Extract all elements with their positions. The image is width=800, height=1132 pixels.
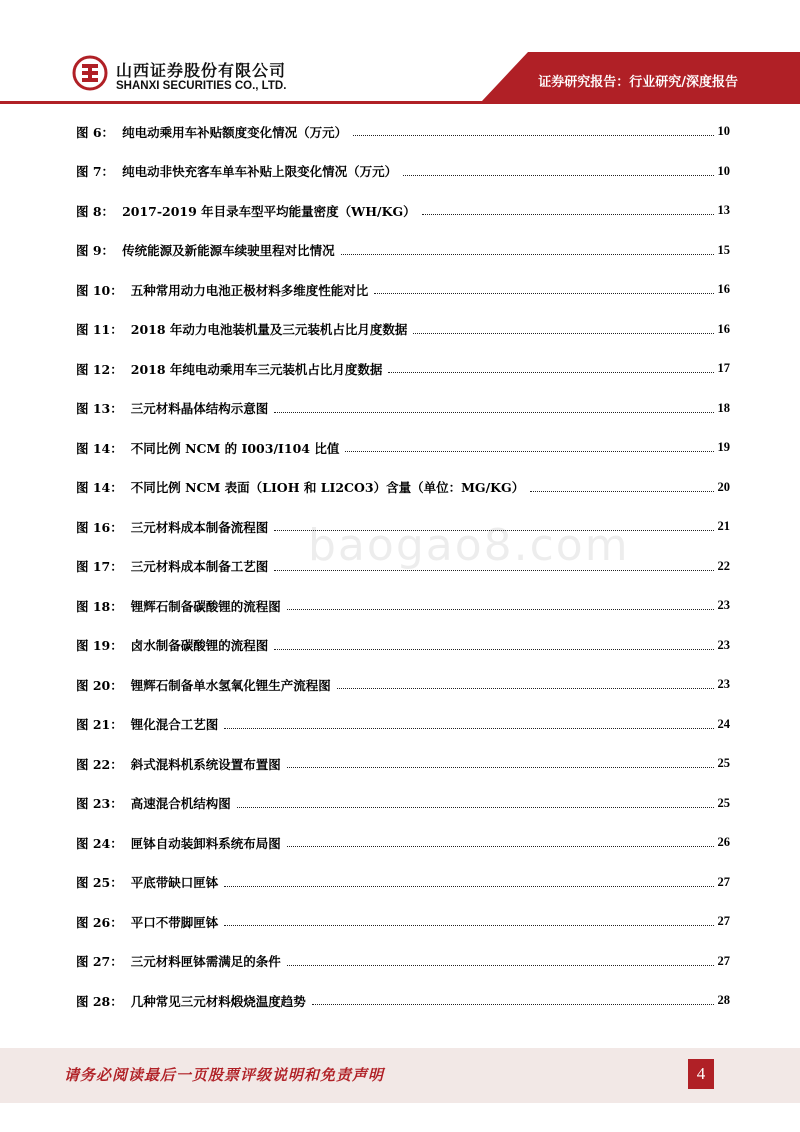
toc-page-number: 10 bbox=[717, 124, 730, 139]
toc-entry[interactable] bbox=[76, 428, 730, 468]
toc-entry-label bbox=[76, 241, 337, 259]
toc-entry-label bbox=[76, 676, 333, 694]
toc-figure-title: 三元材料成本制备流程图 bbox=[130, 519, 269, 535]
toc-entry[interactable] bbox=[76, 665, 730, 705]
company-name-en: SHANXI SECURITIES CO., LTD. bbox=[116, 80, 287, 92]
toc-figure-title: 五种常用动力电池正极材料多维度性能对比 bbox=[130, 282, 369, 298]
toc-entry[interactable] bbox=[76, 586, 730, 626]
toc-entry-label bbox=[76, 636, 270, 654]
toc-figure-number: 图 14： bbox=[76, 480, 123, 496]
toc-figure-number: 图 28： bbox=[76, 993, 123, 1009]
toc-figure-title: 传统能源及新能源车续驶里程对比情况 bbox=[122, 243, 335, 259]
toc-entry[interactable] bbox=[76, 981, 730, 1021]
toc-entry-label bbox=[76, 755, 283, 773]
toc-page-number: 17 bbox=[717, 361, 730, 376]
toc-page-number: 16 bbox=[717, 321, 730, 336]
toc-page-number: 26 bbox=[717, 835, 730, 850]
toc-figure-number: 图 10： bbox=[76, 282, 123, 298]
toc-entry[interactable] bbox=[76, 507, 730, 547]
toc-leader-dots bbox=[388, 372, 713, 373]
toc-figure-title: 匣钵自动装卸料系统布局图 bbox=[130, 835, 281, 851]
toc-leader-dots bbox=[403, 175, 713, 176]
toc-figure-title: 斜式混料机系统设置布置图 bbox=[130, 756, 281, 772]
toc-figure-title: 卤水制备碳酸锂的流程图 bbox=[130, 638, 269, 654]
toc-leader-dots bbox=[274, 649, 713, 650]
toc-entry-label bbox=[76, 281, 370, 299]
toc-page-number: 24 bbox=[717, 716, 730, 731]
toc-entry[interactable] bbox=[76, 942, 730, 982]
toc-leader-dots bbox=[345, 451, 713, 452]
toc-figure-title: 纯电动非快充客车单车补贴上限变化情况（万元） bbox=[122, 164, 398, 180]
toc-entry[interactable] bbox=[76, 191, 730, 231]
toc-figure-title: 不同比例 NCM 的 I003/I104 比值 bbox=[130, 440, 340, 456]
toc-entry-label bbox=[76, 794, 233, 812]
toc-leader-dots bbox=[287, 846, 714, 847]
company-name-cn: 山西证券股份有限公司 bbox=[116, 61, 287, 80]
toc-entry-label bbox=[76, 439, 341, 457]
toc-leader-dots bbox=[274, 530, 713, 531]
toc-figure-number: 图 17： bbox=[76, 559, 123, 575]
toc-entry[interactable] bbox=[76, 784, 730, 824]
toc-entry[interactable] bbox=[76, 468, 730, 508]
toc-entry-label bbox=[76, 478, 526, 496]
toc-figure-number: 图 23： bbox=[76, 796, 123, 812]
toc-leader-dots bbox=[287, 767, 714, 768]
toc-page-number: 22 bbox=[717, 558, 730, 573]
toc-figure-title: 三元材料晶体结构示意图 bbox=[130, 401, 269, 417]
toc-leader-dots bbox=[312, 1004, 714, 1005]
toc-leader-dots bbox=[353, 135, 713, 136]
toc-entry[interactable] bbox=[76, 231, 730, 271]
toc-leader-dots bbox=[422, 214, 714, 215]
toc-entry[interactable] bbox=[76, 270, 730, 310]
toc-entry[interactable] bbox=[76, 744, 730, 784]
toc-entry-label bbox=[76, 597, 283, 615]
toc-page-number: 15 bbox=[717, 242, 730, 257]
toc-page-number: 25 bbox=[717, 795, 730, 810]
toc-entry[interactable] bbox=[76, 389, 730, 429]
header-divider bbox=[0, 101, 800, 104]
toc-entry[interactable] bbox=[76, 823, 730, 863]
toc-page-number: 27 bbox=[717, 874, 730, 889]
toc-figure-number: 图 27： bbox=[76, 954, 123, 970]
toc-figure-number: 图 13： bbox=[76, 401, 123, 417]
toc-leader-dots bbox=[413, 333, 713, 334]
toc-entry[interactable] bbox=[76, 902, 730, 942]
toc-page-number: 23 bbox=[717, 677, 730, 692]
toc-leader-dots bbox=[224, 886, 713, 887]
figure-list bbox=[76, 112, 730, 1021]
toc-entry-label bbox=[76, 834, 283, 852]
toc-entry-label bbox=[76, 360, 384, 378]
toc-figure-number: 图 11： bbox=[76, 322, 123, 338]
toc-entry-label bbox=[76, 320, 409, 338]
toc-leader-dots bbox=[337, 688, 714, 689]
toc-entry[interactable] bbox=[76, 152, 730, 192]
toc-page-number: 16 bbox=[717, 282, 730, 297]
toc-entry[interactable] bbox=[76, 626, 730, 666]
toc-figure-number: 图 7： bbox=[76, 164, 115, 180]
watermark: baogao8.com bbox=[308, 520, 630, 571]
toc-figure-title: 三元材料成本制备工艺图 bbox=[130, 559, 269, 575]
toc-figure-number: 图 8： bbox=[76, 203, 115, 219]
toc-figure-number: 图 19： bbox=[76, 638, 123, 654]
disclaimer-text: 请务必阅读最后一页股票评级说明和免责声明 bbox=[64, 1066, 385, 1084]
toc-figure-title: 2017-2019 年目录车型平均能量密度（WH/KG） bbox=[122, 203, 416, 219]
toc-page-number: 23 bbox=[717, 637, 730, 652]
toc-entry[interactable] bbox=[76, 863, 730, 903]
toc-figure-number: 图 18： bbox=[76, 598, 123, 614]
toc-entry-label bbox=[76, 913, 220, 931]
toc-entry-label bbox=[76, 557, 270, 575]
toc-entry-label bbox=[76, 715, 220, 733]
toc-leader-dots bbox=[530, 491, 713, 492]
toc-entry-label bbox=[76, 162, 399, 180]
toc-entry-label bbox=[76, 399, 270, 417]
toc-figure-number: 图 20： bbox=[76, 677, 123, 693]
toc-page-number: 20 bbox=[717, 479, 730, 494]
toc-figure-number: 图 21： bbox=[76, 717, 123, 733]
toc-figure-number: 图 12： bbox=[76, 361, 123, 377]
toc-figure-number: 图 6： bbox=[76, 124, 115, 140]
toc-page-number: 28 bbox=[717, 993, 730, 1008]
toc-figure-number: 图 14： bbox=[76, 440, 123, 456]
toc-page-number: 27 bbox=[717, 914, 730, 929]
toc-leader-dots bbox=[224, 728, 713, 729]
toc-figure-number: 图 26： bbox=[76, 914, 123, 930]
toc-leader-dots bbox=[374, 293, 713, 294]
toc-leader-dots bbox=[274, 412, 713, 413]
toc-entry-label bbox=[76, 873, 220, 891]
toc-leader-dots bbox=[287, 965, 714, 966]
toc-figure-title: 平底带缺口匣钵 bbox=[130, 875, 219, 891]
toc-figure-number: 图 22： bbox=[76, 756, 123, 772]
toc-entry-label bbox=[76, 123, 349, 141]
toc-figure-title: 高速混合机结构图 bbox=[130, 796, 231, 812]
toc-entry-label bbox=[76, 202, 418, 220]
toc-entry[interactable] bbox=[76, 349, 730, 389]
page-header bbox=[0, 0, 800, 104]
toc-leader-dots bbox=[237, 807, 714, 808]
toc-figure-title: 锂辉石制备单水氢氧化锂生产流程图 bbox=[130, 677, 331, 693]
toc-page-number: 10 bbox=[717, 163, 730, 178]
toc-entry-label bbox=[76, 992, 308, 1010]
toc-entry-label bbox=[76, 518, 270, 536]
toc-leader-dots bbox=[341, 254, 714, 255]
toc-figure-title: 平口不带脚匣钵 bbox=[130, 914, 219, 930]
toc-page-number: 13 bbox=[717, 203, 730, 218]
toc-page-number: 18 bbox=[717, 400, 730, 415]
toc-leader-dots bbox=[274, 570, 713, 571]
toc-entry[interactable] bbox=[76, 112, 730, 152]
toc-page-number: 27 bbox=[717, 953, 730, 968]
toc-page-number: 25 bbox=[717, 756, 730, 771]
toc-figure-title: 几种常见三元材料煅烧温度趋势 bbox=[130, 993, 306, 1009]
toc-figure-title: 2018 年纯电动乘用车三元装机占比月度数据 bbox=[130, 361, 383, 377]
toc-figure-number: 图 16： bbox=[76, 519, 123, 535]
toc-figure-title: 锂辉石制备碳酸锂的流程图 bbox=[130, 598, 281, 614]
toc-entry-label bbox=[76, 952, 283, 970]
toc-leader-dots bbox=[287, 609, 714, 610]
toc-figure-title: 纯电动乘用车补贴额度变化情况（万元） bbox=[122, 124, 348, 140]
toc-page-number: 19 bbox=[717, 440, 730, 455]
toc-entry[interactable] bbox=[76, 705, 730, 745]
toc-figure-number: 图 9： bbox=[76, 243, 115, 259]
toc-figure-title: 2018 年动力电池装机量及三元装机占比月度数据 bbox=[130, 322, 408, 338]
report-type-label: 证券研究报告：行业研究/深度报告 bbox=[538, 75, 738, 90]
toc-figure-title: 锂化混合工艺图 bbox=[130, 717, 219, 733]
toc-figure-number: 图 25： bbox=[76, 875, 123, 891]
toc-entry[interactable] bbox=[76, 310, 730, 350]
toc-leader-dots bbox=[224, 925, 713, 926]
toc-figure-title: 不同比例 NCM 表面（LIOH 和 LI2CO3）含量（单位：MG/KG） bbox=[130, 480, 525, 496]
page-number: 4 bbox=[688, 1059, 714, 1089]
toc-page-number: 21 bbox=[717, 519, 730, 534]
toc-page-number: 23 bbox=[717, 598, 730, 613]
toc-figure-title: 三元材料匣钵需满足的条件 bbox=[130, 954, 281, 970]
toc-entry[interactable] bbox=[76, 547, 730, 587]
toc-figure-number: 图 24： bbox=[76, 835, 123, 851]
